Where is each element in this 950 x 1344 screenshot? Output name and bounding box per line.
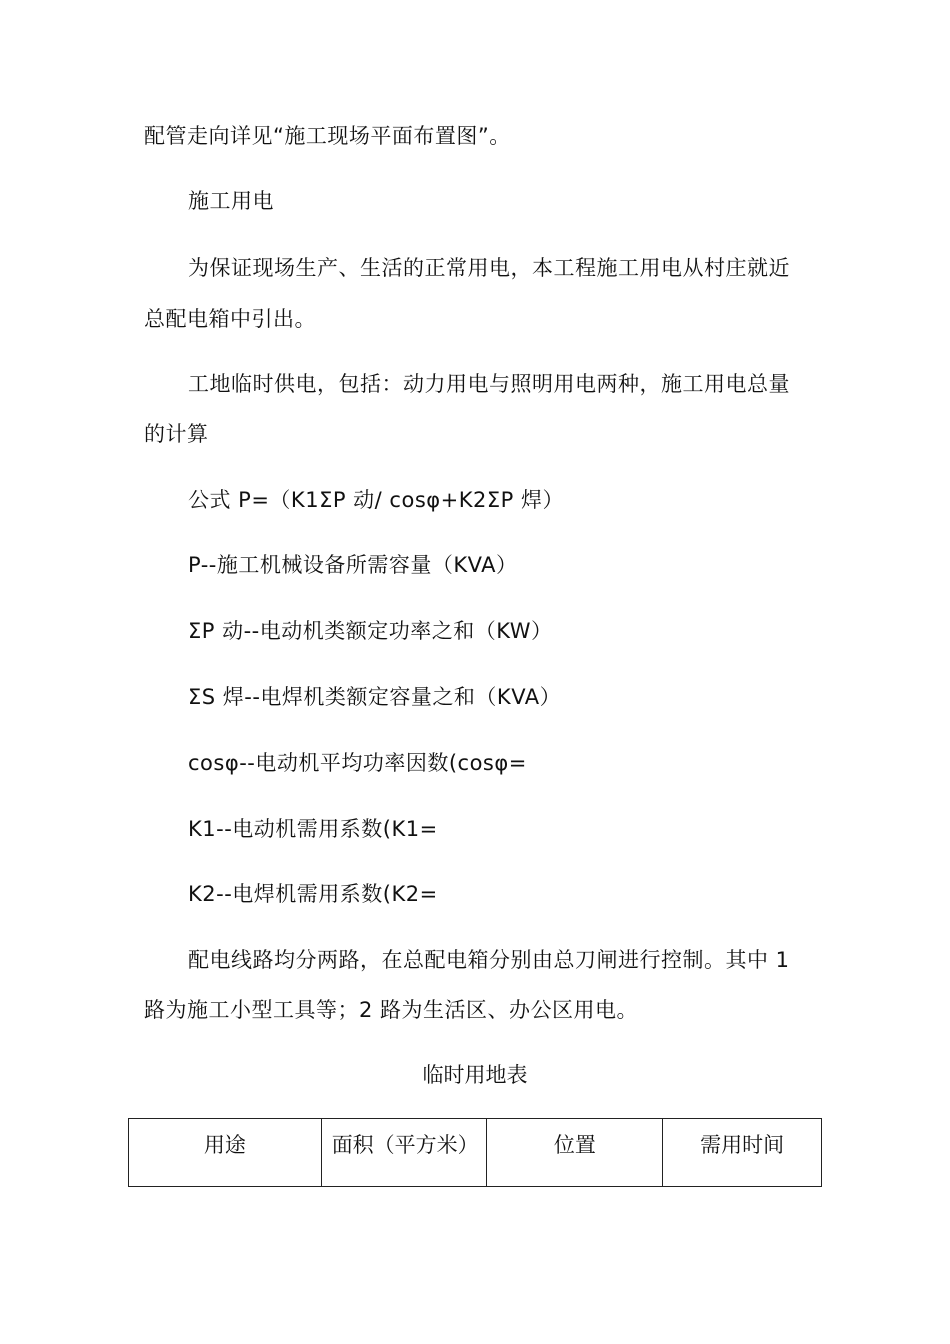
paragraph-line: 配管走向详见“施工现场平面布置图”。: [144, 124, 511, 148]
temporary-land-table: [128, 1118, 822, 1187]
formula-definition: K1--电动机需用系数(K1=: [188, 817, 438, 841]
formula-definition: ΣS 焊--电焊机类额定容量之和（KVA）: [188, 685, 562, 709]
table-title: 临时用地表: [422, 1063, 528, 1087]
paragraph-line: 为保证现场生产、生活的正常用电，本工程施工用电从村庄就近: [188, 256, 790, 280]
header-cell-location: 位置: [487, 1119, 663, 1187]
formula-definition: K2--电焊机需用系数(K2=: [188, 882, 438, 906]
table-header-row: [129, 1119, 822, 1187]
header-cell-duration: 需用时间: [663, 1119, 822, 1187]
header-cell-area: 面积（平方米）: [321, 1119, 487, 1187]
paragraph-line: 工地临时供电，包括：动力用电与照明用电两种，施工用电总量: [188, 372, 790, 396]
paragraph-line: 的计算: [144, 422, 209, 446]
formula-line: 公式 P=（K1ΣP 动/ cosφ+K2ΣP 焊）: [188, 488, 564, 512]
formula-definition: ΣP 动--电动机类额定功率之和（KW）: [188, 619, 553, 643]
formula-definition: P--施工机械设备所需容量（KVA）: [188, 553, 518, 577]
paragraph-line: 路为施工小型工具等；2 路为生活区、办公区用电。: [144, 998, 639, 1022]
formula-definition: cosφ--电动机平均功率因数(cosφ=: [188, 751, 527, 775]
paragraph-line: 总配电箱中引出。: [144, 307, 316, 331]
section-heading: 施工用电: [188, 189, 274, 213]
header-cell-purpose: 用途: [129, 1119, 322, 1187]
paragraph-line: 配电线路均分两路，在总配电箱分别由总刀闸进行控制。其中 1: [188, 948, 790, 972]
